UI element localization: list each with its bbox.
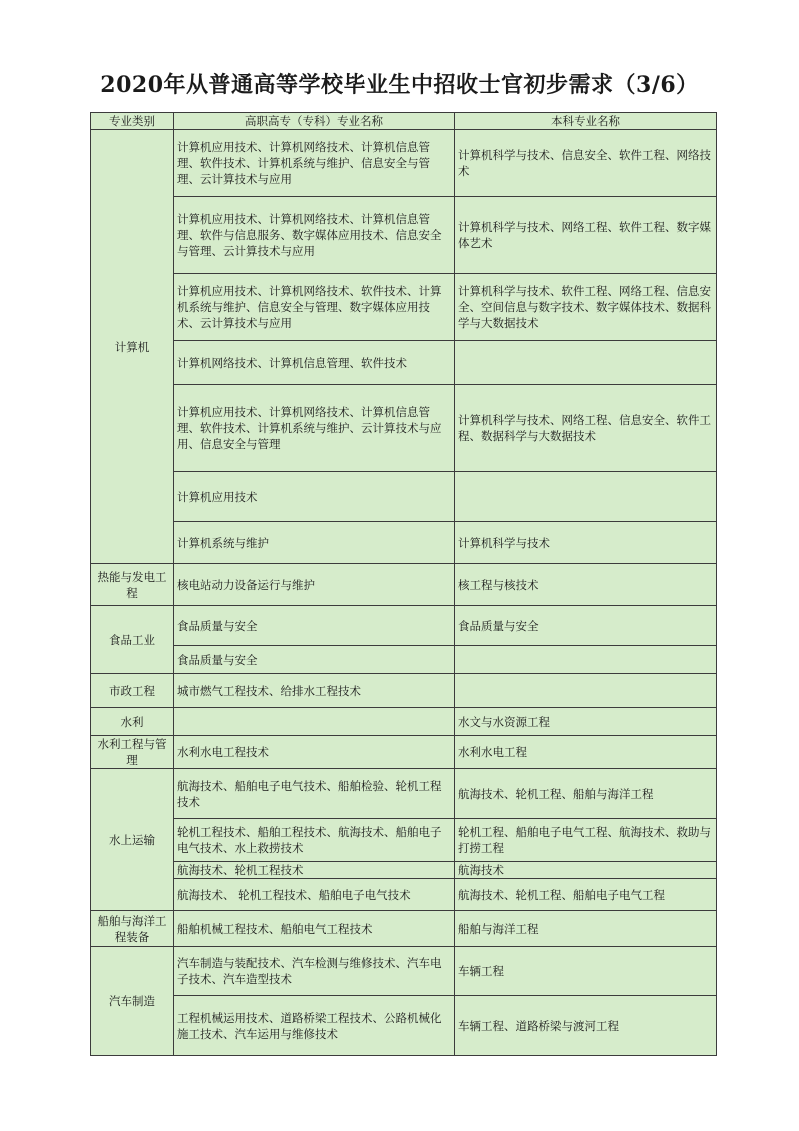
- table-row: [91, 736, 717, 769]
- undergraduate-major-cell: 计算机科学与技术、信息安全、软件工程、网络技术: [455, 130, 717, 197]
- vocational-major-cell: 食品质量与安全: [174, 606, 455, 646]
- category-cell: 水上运输: [91, 769, 174, 911]
- table-row: [91, 522, 717, 564]
- vocational-major-cell: 计算机应用技术、计算机网络技术、计算机信息管理、软件与信息服务、数字媒体应用技术、信息安全与管理、云计算技术与应用: [174, 197, 455, 274]
- table-row: [91, 862, 717, 879]
- vocational-major-cell: 工程机械运用技术、道路桥梁工程技术、公路机械化施工技术、汽车运用与维修技术: [174, 996, 455, 1056]
- table-row: [91, 472, 717, 522]
- undergraduate-major-cell: 计算机科学与技术、软件工程、网络工程、信息安全、空间信息与数字技术、数字媒体技术、数据科学与大数据技术: [455, 274, 717, 341]
- vocational-major-cell: 水利水电工程技术: [174, 736, 455, 769]
- table-row: [91, 674, 717, 708]
- table-row: [91, 564, 717, 606]
- vocational-major-cell: 船舶机械工程技术、船舶电气工程技术: [174, 911, 455, 947]
- table-row: [91, 769, 717, 819]
- table-header-row: [91, 113, 717, 130]
- vocational-major-cell: 轮机工程技术、船舶工程技术、航海技术、船舶电子电气技术、水上救捞技术: [174, 819, 455, 862]
- undergraduate-major-cell: 计算机科学与技术、网络工程、信息安全、软件工程、数据科学与大数据技术: [455, 385, 717, 472]
- table-row: [91, 385, 717, 472]
- vocational-major-cell: 汽车制造与装配技术、汽车检测与维修技术、汽车电子技术、汽车造型技术: [174, 947, 455, 996]
- table-row: [91, 708, 717, 736]
- table-row: [91, 197, 717, 274]
- table-row: [91, 819, 717, 862]
- table-body: [91, 130, 717, 1056]
- undergraduate-major-cell: 水利水电工程: [455, 736, 717, 769]
- category-cell: 热能与发电工程: [91, 564, 174, 606]
- table-row: [91, 646, 717, 674]
- category-cell: 计算机: [91, 130, 174, 564]
- table-row: [91, 606, 717, 646]
- table-row: [91, 130, 717, 197]
- undergraduate-major-cell: 航海技术、轮机工程、船舶与海洋工程: [455, 769, 717, 819]
- vocational-major-cell: 计算机应用技术、计算机网络技术、计算机信息管理、软件技术、计算机系统与维护、云计算技术与应用、信息安全与管理: [174, 385, 455, 472]
- vocational-major-cell: 食品质量与安全: [174, 646, 455, 674]
- undergraduate-major-cell: 航海技术: [455, 862, 717, 879]
- header-undergraduate-major: 本科专业名称: [455, 113, 717, 130]
- vocational-major-cell: 城市燃气工程技术、给排水工程技术: [174, 674, 455, 708]
- undergraduate-major-cell: 车辆工程: [455, 947, 717, 996]
- undergraduate-major-cell: [455, 472, 717, 522]
- vocational-major-cell: 核电站动力设备运行与维护: [174, 564, 455, 606]
- category-cell: 汽车制造: [91, 947, 174, 1056]
- vocational-major-cell: 计算机应用技术: [174, 472, 455, 522]
- vocational-major-cell: 计算机应用技术、计算机网络技术、软件技术、计算机系统与维护、信息安全与管理、数字媒体应用技术、云计算技术与应用: [174, 274, 455, 341]
- vocational-major-cell: 计算机网络技术、计算机信息管理、软件技术: [174, 341, 455, 385]
- undergraduate-major-cell: 车辆工程、道路桥梁与渡河工程: [455, 996, 717, 1056]
- requirements-table: [90, 112, 717, 1056]
- undergraduate-major-cell: 船舶与海洋工程: [455, 911, 717, 947]
- undergraduate-major-cell: 水文与水资源工程: [455, 708, 717, 736]
- undergraduate-major-cell: 轮机工程、船舶电子电气工程、航海技术、救助与打捞工程: [455, 819, 717, 862]
- table-row: [91, 341, 717, 385]
- table-row: [91, 274, 717, 341]
- category-cell: 市政工程: [91, 674, 174, 708]
- undergraduate-major-cell: [455, 341, 717, 385]
- table-row: [91, 947, 717, 996]
- vocational-major-cell: [174, 708, 455, 736]
- category-cell: 船舶与海洋工程装备: [91, 911, 174, 947]
- category-cell: 水利: [91, 708, 174, 736]
- table-row: [91, 996, 717, 1056]
- undergraduate-major-cell: 航海技术、轮机工程、船舶电子电气工程: [455, 879, 717, 911]
- undergraduate-major-cell: [455, 646, 717, 674]
- undergraduate-major-cell: 食品质量与安全: [455, 606, 717, 646]
- undergraduate-major-cell: 核工程与核技术: [455, 564, 717, 606]
- table-row: [91, 879, 717, 911]
- vocational-major-cell: 计算机应用技术、计算机网络技术、计算机信息管理、软件技术、计算机系统与维护、信息安全与管理、云计算技术与应用: [174, 130, 455, 197]
- header-vocational-major: 高职高专（专科）专业名称: [174, 113, 455, 130]
- vocational-major-cell: 航海技术、 轮机工程技术、船舶电子电气技术: [174, 879, 455, 911]
- category-cell: 食品工业: [91, 606, 174, 674]
- vocational-major-cell: 航海技术、轮机工程技术: [174, 862, 455, 879]
- document-title: 2020年从普通高等学校毕业生中招收士官初步需求（3/6）: [100, 72, 699, 98]
- table-row: [91, 911, 717, 947]
- vocational-major-cell: 航海技术、船舶电子电气技术、船舶检验、轮机工程技术: [174, 769, 455, 819]
- header-category: 专业类别: [91, 113, 174, 130]
- category-cell: 水利工程与管理: [91, 736, 174, 769]
- vocational-major-cell: 计算机系统与维护: [174, 522, 455, 564]
- undergraduate-major-cell: [455, 674, 717, 708]
- undergraduate-major-cell: 计算机科学与技术、网络工程、软件工程、数字媒体艺术: [455, 197, 717, 274]
- undergraduate-major-cell: 计算机科学与技术: [455, 522, 717, 564]
